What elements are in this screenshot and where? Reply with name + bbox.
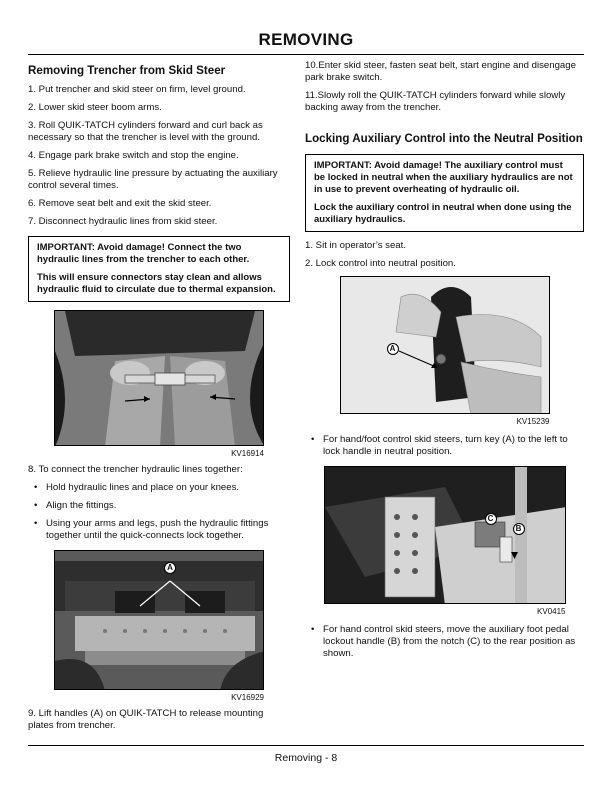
aux-step-1: 1. Sit in operator’s seat.: [305, 240, 406, 251]
figure-quik-tatch-handles: [54, 550, 264, 704]
step-8-bullet-2: • Align the fittings.: [28, 500, 290, 512]
photo-illustration-quik-tatch: [55, 551, 264, 690]
photo-illustration-handle: [341, 277, 550, 414]
section-heading-locking-auxiliary: Locking Auxiliary Control into the Neutral Position: [305, 132, 583, 145]
right-column: [305, 60, 584, 666]
important-aux-text-2: Lock the auxiliary control in neutral when done using the auxiliary hydraulics.: [314, 202, 572, 225]
step-8-bullet-1: • Hold hydraulic lines and place on your knees.: [28, 482, 290, 494]
photo-foot-pedal: [324, 466, 566, 604]
header-rule: [28, 54, 584, 55]
aux-bullet-hand-control: • For hand control skid steers, move the auxiliary foot pedal lockout handle (B) from the notch (C) to the rear position as shown.: [305, 624, 584, 660]
figure-code-kv16929: KV16929: [231, 693, 264, 702]
step-5: 5. Relieve hydraulic line pressure by actuating the auxiliary control several times.: [28, 168, 278, 191]
step-3: 3. Roll QUIK-TATCH cylinders forward and curl back as necessary so that the trencher is level with the ground.: [28, 120, 263, 143]
figure-control-handle-key: [340, 276, 550, 428]
callout-b: B: [513, 523, 525, 535]
aux-step-2: 2. Lock control into neutral position.: [305, 258, 456, 269]
figure-hydraulic-lines-on-knees: [54, 310, 264, 460]
important-text-2: This will ensure connectors stay clean and allows hydraulic fluid to circulate due to thermal expansion.: [37, 272, 276, 295]
step-11: 11.Slowly roll the QUIK-TATCH cylinders forward while slowly backing away from the trencher.: [305, 90, 566, 113]
step-2: 2. Lower skid steer boom arms.: [28, 102, 162, 113]
callout-a: A: [164, 562, 176, 574]
step-8: 8. To connect the trencher hydraulic lines together:: [28, 464, 243, 475]
figure-code-kv15239: KV15239: [516, 417, 550, 426]
photo-control-handle: [340, 276, 550, 414]
page-title: REMOVING: [258, 30, 354, 49]
page-footer: Removing - 8: [274, 752, 338, 764]
step-9: 9. Lift handles (A) on QUIK-TATCH to release mounting plates from trencher.: [28, 708, 264, 731]
photo-hydraulic-lines: [54, 310, 264, 446]
important-text-1: IMPORTANT: Avoid damage! Connect the two hydraulic lines from the trencher to each other.: [37, 242, 250, 265]
figure-code-kv0415: KV0415: [537, 607, 566, 616]
step-10: 10.Enter skid steer, fasten seat belt, start engine and disengage park brake switch.: [305, 60, 576, 83]
photo-illustration-pedal: [325, 467, 566, 604]
important-aux-text-1: IMPORTANT: Avoid damage! The auxiliary control must be locked in neutral when the auxiliary hydraulics are not in use to prevent overheating of hydraulic oil.: [314, 160, 573, 195]
step-7: 7. Disconnect hydraulic lines from skid steer.: [28, 216, 218, 227]
figure-foot-pedal-lockout: [324, 466, 566, 618]
step-6: 6. Remove seat belt and exit the skid steer.: [28, 198, 212, 209]
step-1: 1. Put trencher and skid steer on firm, level ground.: [28, 84, 246, 95]
section-heading-removing-trencher: Removing Trencher from Skid Steer: [28, 64, 226, 77]
step-8-bullet-3: • Using your arms and legs, push the hydraulic fittings together until the quick-connects lock together.: [28, 518, 290, 542]
photo-illustration: [55, 311, 264, 446]
footer-rule: [28, 745, 584, 746]
figure-code-kv16914: KV16914: [231, 449, 264, 458]
photo-quik-tatch: [54, 550, 264, 690]
callout-a-key: A: [387, 343, 399, 355]
left-column: [28, 60, 290, 738]
important-note-hydraulic-lines: [28, 236, 290, 302]
step-4: 4. Engage park brake switch and stop the engine.: [28, 150, 239, 161]
aux-bullet-hand-foot: • For hand/foot control skid steers, turn key (A) to the left to lock handle in neutral position.: [305, 434, 584, 458]
important-note-auxiliary-control: [305, 154, 584, 232]
callout-c: C: [485, 513, 497, 525]
